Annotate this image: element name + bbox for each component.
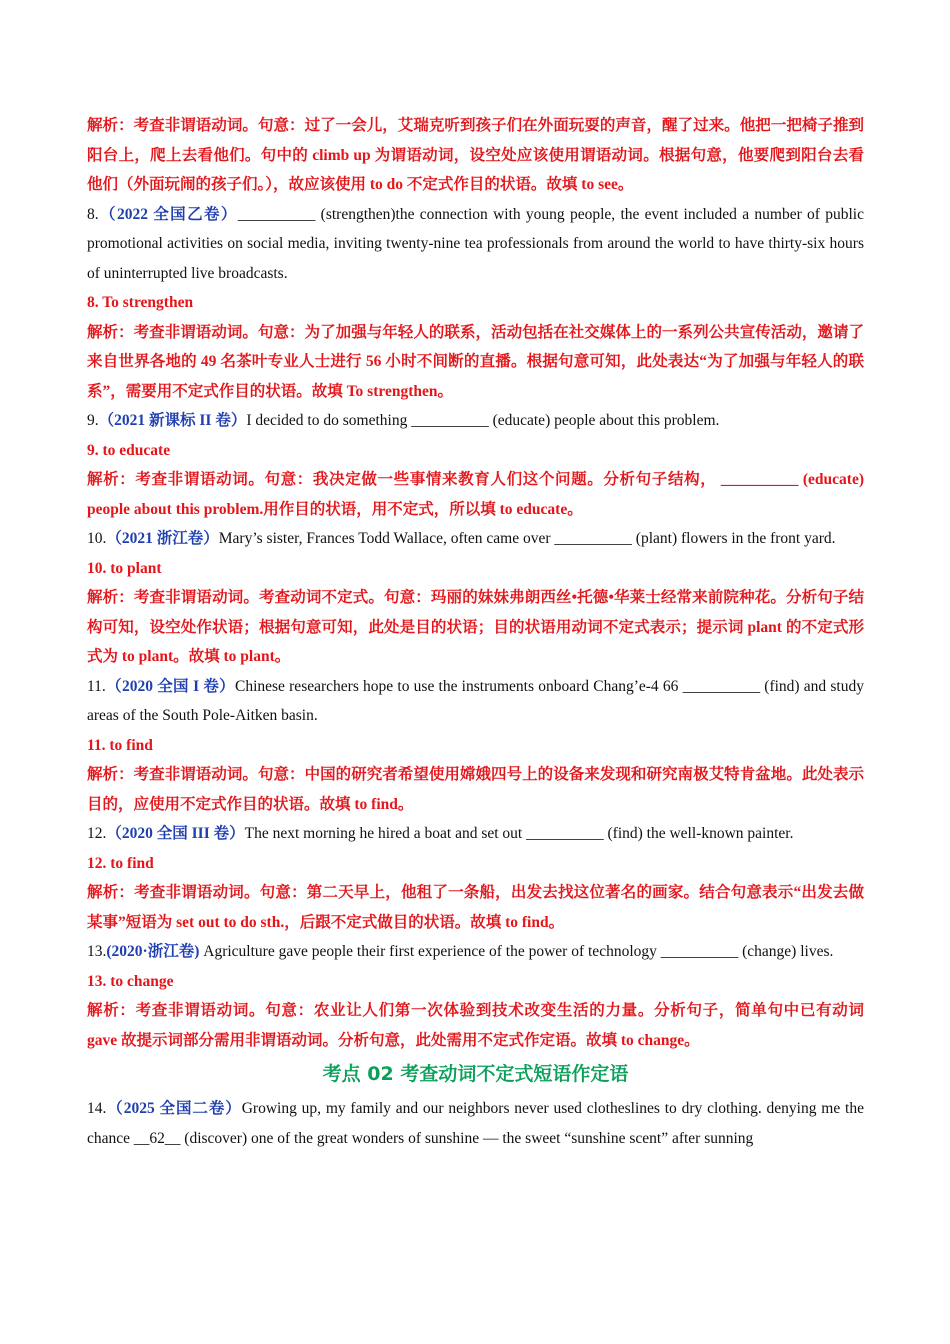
answer-blank[interactable]: __________ <box>660 943 739 960</box>
answer-8: 8. To strengthen <box>87 294 194 311</box>
question-13: 13.(2020·浙江卷) Agriculture gave people their first experience of the power of technology __________ (change) lives. <box>87 937 864 967</box>
question-14: 14.（2025 全国二卷）Growing up, my family and our neighbors never used clotheslines to dry clothing. denying me the chance __62__ (discover) one of the great wonders of sunshine — the sweet “sunshine scent” after sunning <box>87 1094 864 1153</box>
question-source: （2020 全国 III 卷） <box>106 825 245 842</box>
question-10: 10.（2021 浙江卷）Mary’s sister, Frances Todd Wallace, often came over __________ (plant) flowers in the front yard. <box>87 524 864 554</box>
question-8: 8.（2022 全国乙卷）__________ (strengthen)the connection with young people, the event included a number of public promotional activities on social media, inviting twenty-nine tea professionals from around the world to have thirty-six hours of uninterrupted live broadcasts. <box>87 200 864 289</box>
analysis-11: 解析：考查非谓语动词。句意：中国的研究者希望使用嫦娥四号上的设备来发现和研究南极艾特肯盆地。此处表示目的，应使用不定式作目的状语。故填 to find。 <box>87 766 864 813</box>
answer-blank[interactable]: __62__ <box>133 1129 181 1147</box>
question-number: 14. <box>87 1100 107 1117</box>
answer-10: 10. to plant <box>87 559 162 577</box>
answer-blank[interactable]: __________ <box>237 205 316 223</box>
answer-9: 9. to educate <box>87 441 171 459</box>
answer-11: 11. to find <box>87 736 153 754</box>
question-number: 10. <box>87 530 107 547</box>
question-source: （2020 全国 I 卷） <box>105 677 235 695</box>
analysis-10: 解析：考查非谓语动词。考查动词不定式。句意：玛丽的妹妹弗朗西丝•托德•华莱士经常来前院种花。分析句子结构可知，设空处作状语；根据句意可知，此处是目的状语；目的状语用动词不定式表示；提示词 plant 的不定式形式为 to plant。故填 to plant。 <box>87 589 864 665</box>
question-number: 11. <box>87 677 106 695</box>
question-9: 9.（2021 新课标 II 卷）I decided to do something __________ (educate) people about this problem. <box>87 406 864 436</box>
question-number: 9. <box>87 412 99 429</box>
question-number: 12. <box>87 825 107 842</box>
answer-blank[interactable]: __________ <box>526 825 604 842</box>
question-source: （2021 新课标 II 卷） <box>98 412 247 429</box>
answer-blank[interactable]: __________ <box>411 412 489 429</box>
question-source: (2020·浙江卷) <box>106 943 200 960</box>
question-number: 8. <box>87 205 99 223</box>
analysis-9: 解析：考查非谓语动词。句意：我决定做一些事情来教育人们这个问题。分析句子结构， __________ (educate) people about this problem.用作目的状语，用不定式，所以填 to educate。 <box>87 471 864 518</box>
question-11: 11.（2020 全国 I 卷）Chinese researchers hope to use the instruments onboard Chang’e-4 66 __________ (find) and study areas of the South Pole-Aitken basin. <box>87 672 864 731</box>
answer-12: 12. to find <box>87 854 154 872</box>
question-12: 12.（2020 全国 III 卷）The next morning he hired a boat and set out __________ (find) the well-known painter. <box>87 819 864 849</box>
analysis-12: 解析：考查非谓语动词。句意：第二天早上，他租了一条船，出发去找这位著名的画家。结合句意表示“出发去做某事”短语为 set out to do sth.，后跟不定式做目的状语。故填 to find。 <box>87 884 864 931</box>
question-source: （2025 全国二卷） <box>106 1100 242 1117</box>
question-source: （2022 全国乙卷） <box>98 205 238 223</box>
answer-13: 13. to change <box>87 972 174 990</box>
answer-blank[interactable]: __________ <box>682 677 761 695</box>
analysis-q7: 解析：考查非谓语动词。句意：过了一会儿，艾瑞克听到孩子们在外面玩耍的声音，醒了过来。他把一把椅子推到阳台上，爬上去看他们。句中的 climb up 为谓语动词，设空处应该使用谓语动词。根据句意，他要爬到阳台去看他们（外面玩闹的孩子们。），故应该使用 to do 不定式作目的状语。故填 to see。 <box>87 117 864 193</box>
page-content <box>87 111 864 1153</box>
question-number: 13. <box>87 943 107 960</box>
answer-blank[interactable]: __________ <box>554 530 632 547</box>
analysis-13: 解析：考查非谓语动词。句意：农业让人们第一次体验到技术改变生活的力量。分析句子，简单句中已有动词 gave 故提示词部分需用非谓语动词。分析句意，此处需用不定式作定语。故填 to change。 <box>87 1002 864 1049</box>
section-heading: 考点 02 考查动词不定式短语作定语 <box>322 1063 629 1085</box>
analysis-8: 解析：考查非谓语动词。句意：为了加强与年轻人的联系，活动包括在社交媒体上的一系列公共宣传活动，邀请了来自世界各地的 49 名茶叶专业人士进行 56 小时不间断的直播。根据句意可知，此处表达“为了加强与年轻人的联系”，需要用不定式作目的状语。故填 To strengthen。 <box>87 323 864 400</box>
question-source: （2021 浙江卷） <box>106 530 219 547</box>
